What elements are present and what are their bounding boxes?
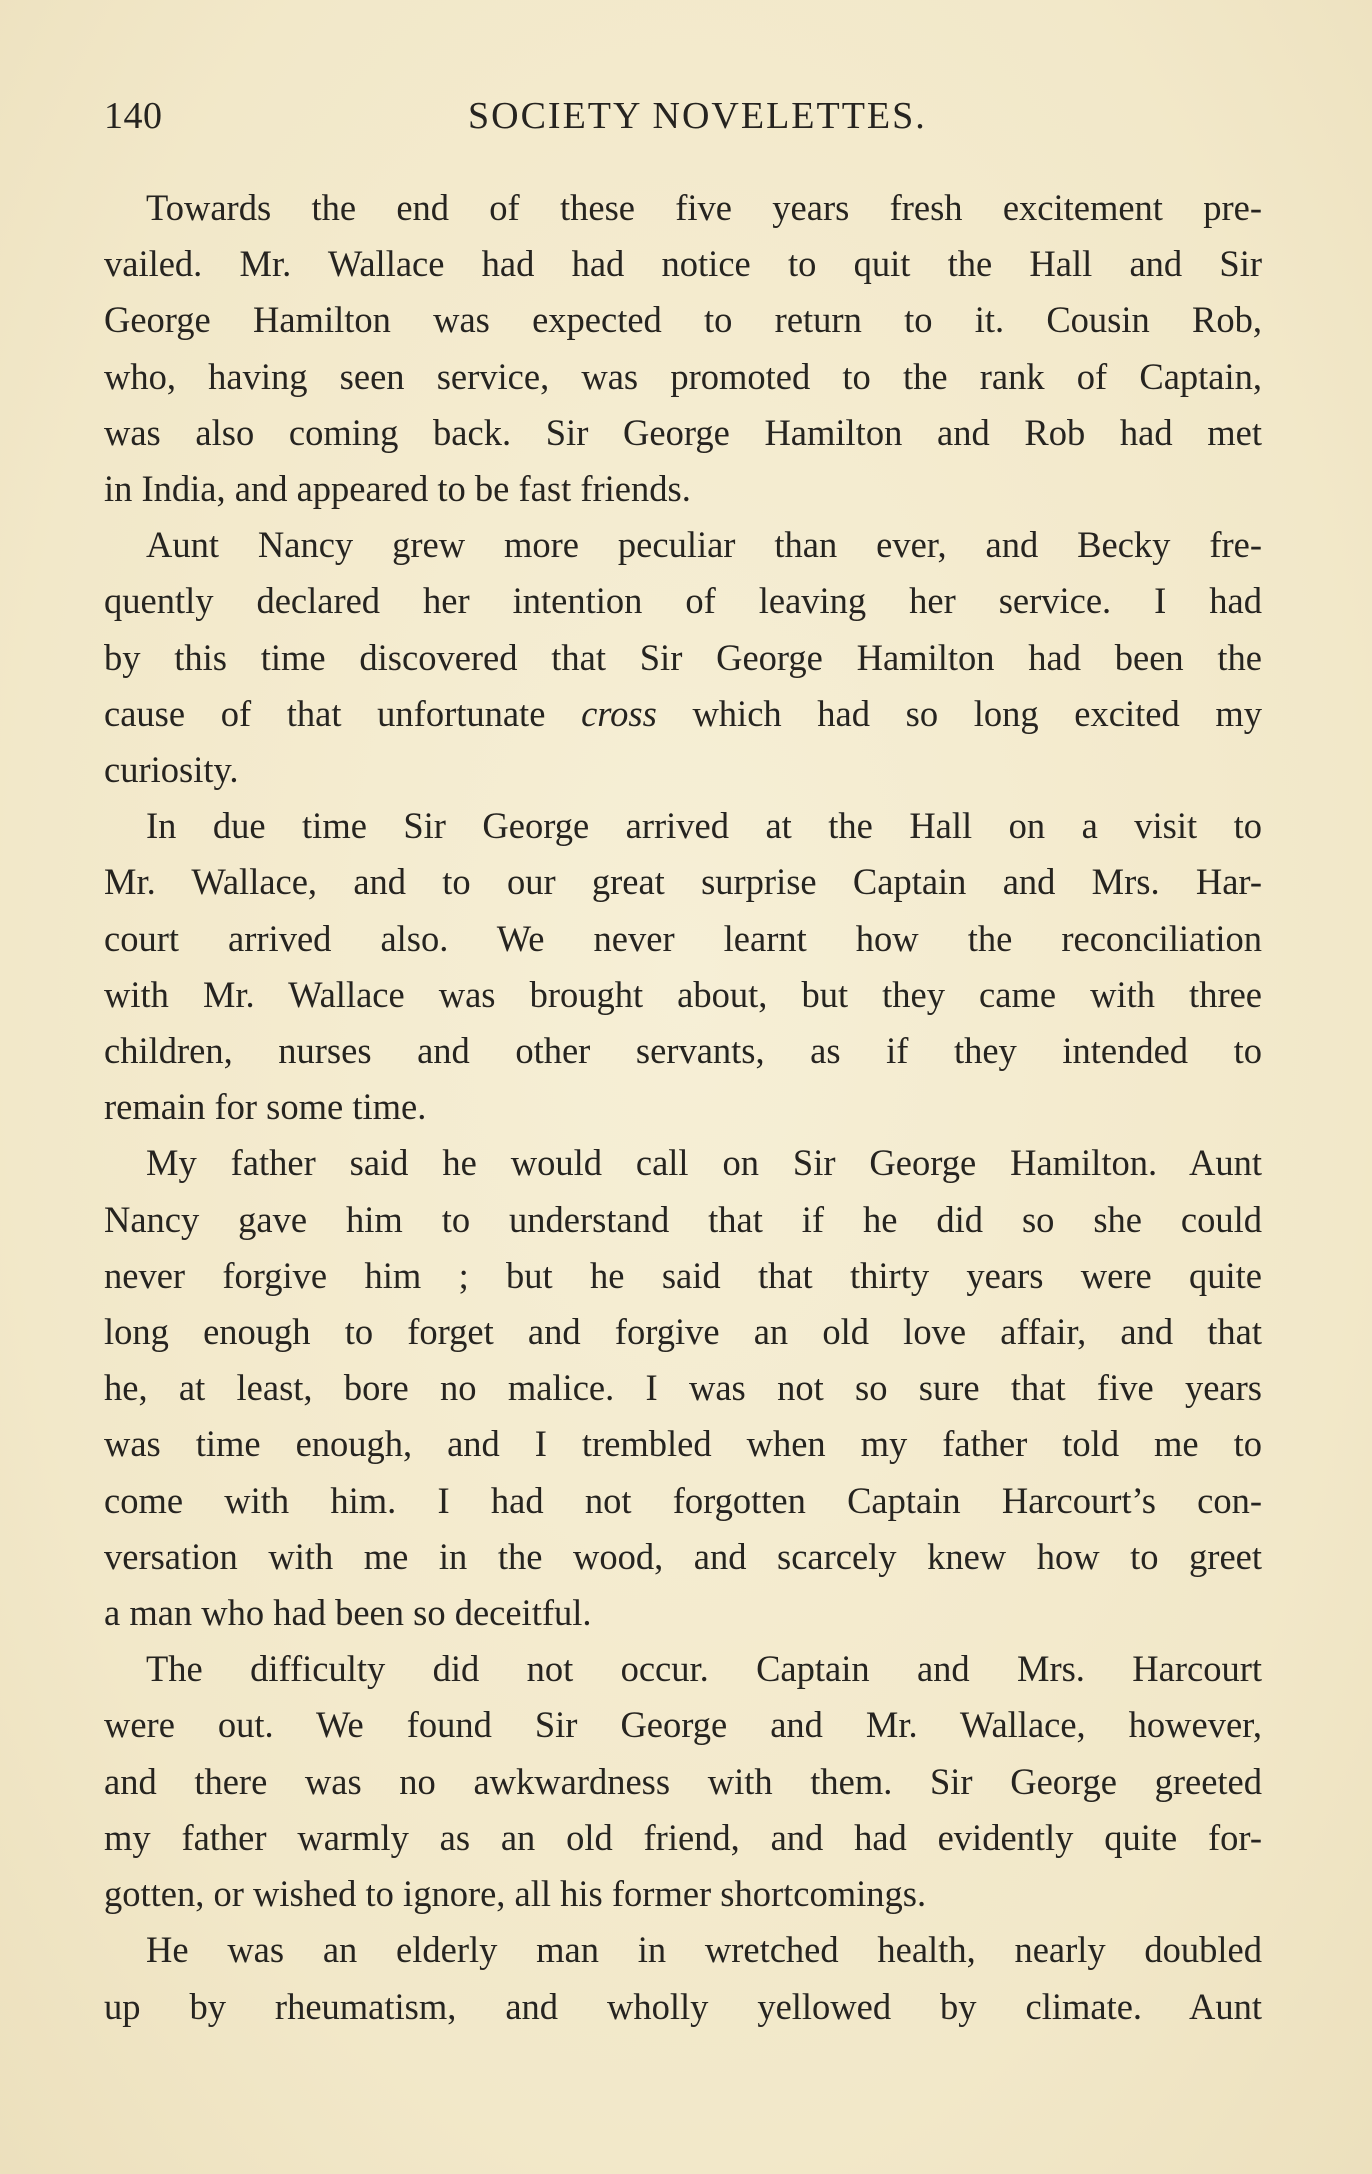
text-line: never forgive him ; but he said that thirty years were quite xyxy=(104,1254,1262,1296)
text-line: My father said he would call on Sir George Hamilton. Aunt xyxy=(146,1142,1262,1184)
text-line: and there was no awkwardness with them. Sir George greeted xyxy=(104,1760,1262,1802)
text-segment: which had so long excited my xyxy=(656,692,1262,734)
text-line: children, nurses and other servants, as if they intended to xyxy=(104,1030,1262,1072)
paragraph-1 xyxy=(104,180,1262,517)
paragraph-3 xyxy=(104,798,1262,1135)
paragraph-4 xyxy=(104,1135,1262,1641)
text-line: my father warmly as an old friend, and had evidently quite for- xyxy=(104,1816,1262,1858)
text-line: with Mr. Wallace was brought about, but they came with three xyxy=(104,973,1262,1015)
text-line: The difficulty did not occur. Captain and Mrs. Harcourt xyxy=(146,1648,1262,1690)
paragraph-5 xyxy=(104,1641,1262,1922)
page-number: 140 xyxy=(104,95,163,137)
text-line: were out. We found Sir George and Mr. Wallace, however, xyxy=(104,1704,1262,1746)
text-line: was time enough, and I trembled when my father told me to xyxy=(104,1423,1262,1465)
text-line: a man who had been so deceitful. xyxy=(104,1592,592,1634)
italic-word: cross xyxy=(581,692,657,734)
text-line: by this time discovered that Sir George Hamilton had been the xyxy=(104,636,1262,678)
text-line: quently declared her intention of leaving her service. I had xyxy=(104,580,1262,622)
text-line: versation with me in the wood, and scarcely knew how to greet xyxy=(104,1535,1262,1577)
text-line: long enough to forget and forgive an old love affair, and that xyxy=(104,1311,1262,1353)
text-line: In due time Sir George arrived at the Hall on a visit to xyxy=(146,805,1262,847)
text-line-with-italic xyxy=(104,686,1262,742)
text-line: he, at least, bore no malice. I was not so sure that five years xyxy=(104,1367,1262,1409)
text-segment: cause of that unfortunate xyxy=(104,692,582,734)
text-line: come with him. I had not forgotten Captain Harcourt’s con- xyxy=(104,1479,1262,1521)
text-line: up by rheumatism, and wholly yellowed by climate. Aunt xyxy=(104,1985,1262,2027)
running-head: SOCIETY NOVELETTES. xyxy=(468,95,927,137)
text-line: Nancy gave him to understand that if he did so she could xyxy=(104,1198,1262,1240)
paragraph-2 xyxy=(104,517,1262,798)
text-line: Towards the end of these five years fresh excitement pre- xyxy=(146,187,1262,228)
text-line: in India, and appeared to be fast friends. xyxy=(104,468,691,510)
text-line: George Hamilton was expected to return to it. Cousin Rob, xyxy=(104,299,1262,341)
paragraph-6 xyxy=(104,1922,1262,2034)
text-line: court arrived also. We never learnt how the reconciliation xyxy=(104,917,1262,959)
body-text xyxy=(104,180,1262,2035)
text-line: He was an elderly man in wretched health, nearly doubled xyxy=(146,1929,1262,1971)
text-line: curiosity. xyxy=(104,749,239,791)
text-line: was also coming back. Sir George Hamilton and Rob had met xyxy=(104,411,1262,453)
text-line: Mr. Wallace, and to our great surprise Captain and Mrs. Har- xyxy=(104,861,1262,903)
text-line: gotten, or wished to ignore, all his former shortcomings. xyxy=(104,1873,927,1915)
text-line: vailed. Mr. Wallace had had notice to quit the Hall and Sir xyxy=(104,243,1262,285)
text-line: remain for some time. xyxy=(104,1086,427,1128)
text-line: who, having seen service, was promoted to the rank of Captain, xyxy=(104,355,1262,397)
text-line: Aunt Nancy grew more peculiar than ever, and Becky fre- xyxy=(146,524,1262,566)
page-header xyxy=(104,86,1262,146)
